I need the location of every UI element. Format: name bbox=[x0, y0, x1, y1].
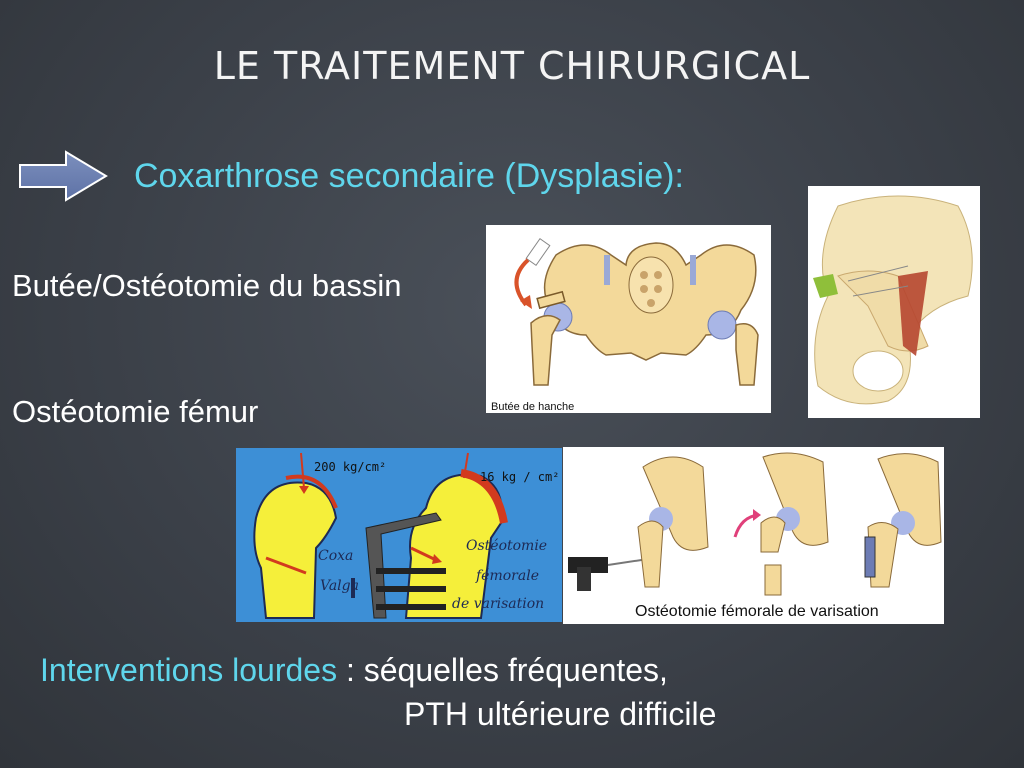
butee-caption: Butée de hanche bbox=[491, 401, 575, 413]
pelvis-photo bbox=[808, 186, 980, 418]
varisation-caption: Ostéotomie fémorale de varisation bbox=[635, 603, 879, 620]
right-arrow-icon bbox=[18, 150, 110, 202]
varisation-image bbox=[563, 447, 944, 624]
item-label-bassin: Butée/Ostéotomie du bassin bbox=[12, 268, 402, 303]
pressure-right: 16 kg / cm² bbox=[480, 470, 560, 484]
subtitle: Coxarthrose secondaire (Dysplasie): bbox=[134, 157, 684, 195]
varisation-steps-illustration bbox=[563, 447, 944, 597]
butee-image bbox=[486, 225, 771, 413]
femorale-label: fémorale bbox=[476, 568, 539, 584]
coxa-valga-diagram bbox=[236, 448, 562, 622]
item-label-femur: Ostéotomie fémur bbox=[12, 394, 259, 429]
de-varisation-label: de varisation bbox=[452, 596, 545, 612]
interventions-accent: Interventions lourdes bbox=[40, 652, 338, 688]
coxa-label: Coxa bbox=[318, 548, 354, 564]
slide-title: LE TRAITEMENT CHIRURGICAL bbox=[213, 44, 811, 88]
pelvis-illustration bbox=[486, 225, 771, 413]
sequelles-text: : séquelles fréquentes, bbox=[337, 652, 668, 688]
pelvis-osteotomy-illustration bbox=[808, 186, 980, 418]
pressure-left: 200 kg/cm² bbox=[314, 460, 387, 474]
osteotomie-label: Ostéotomie bbox=[466, 538, 548, 554]
valga-label: Valga bbox=[320, 578, 359, 594]
bottom-line-1 bbox=[40, 652, 668, 689]
bottom-line-2: PTH ultérieure difficile bbox=[404, 696, 717, 732]
